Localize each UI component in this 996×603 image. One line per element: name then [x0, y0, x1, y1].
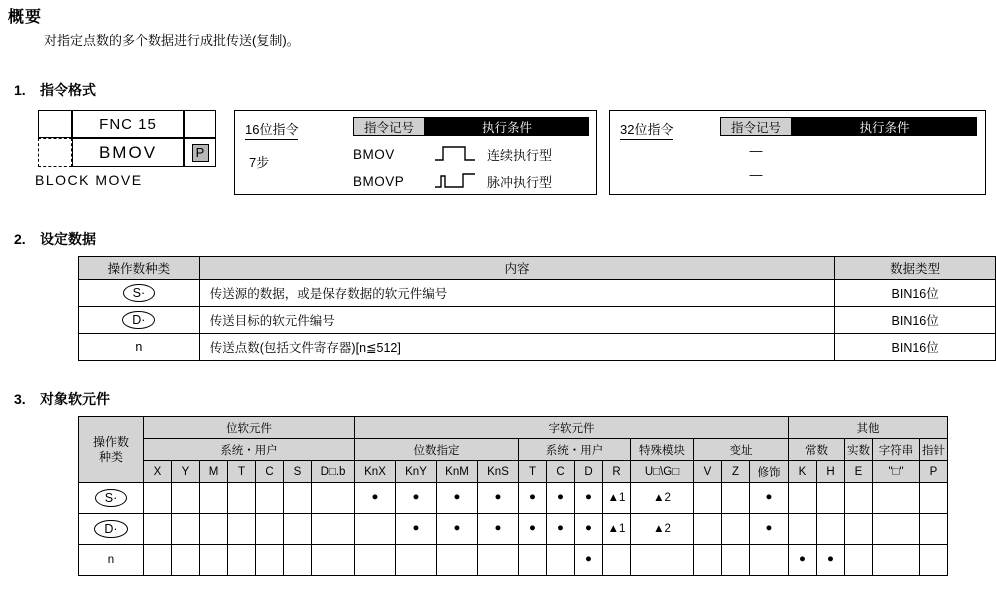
col-string: "□": [873, 461, 920, 483]
mark-n-C: [256, 545, 284, 576]
col-KnY: KnY: [396, 461, 437, 483]
mark-d-D: ●: [575, 514, 603, 545]
device-row-label-s: [79, 483, 144, 514]
device-row-label-d: [79, 514, 144, 545]
subgroup-special-module: 特殊模块: [631, 439, 694, 461]
mark-d-UG: ▲2: [631, 514, 694, 545]
mark-d-M: [200, 514, 228, 545]
header-condition-32: 执行条件: [792, 117, 977, 136]
mark-s-C: [256, 483, 284, 514]
fnc-left-bottom-cell: [38, 138, 72, 167]
col-V: V: [694, 461, 722, 483]
mark-d-Y: [172, 514, 200, 545]
col-H: H: [817, 461, 845, 483]
col-modifier: 修饰: [750, 461, 789, 483]
mark-d-KnX: [355, 514, 396, 545]
mark-n-KnM: [437, 545, 478, 576]
mark-d-T2: ●: [519, 514, 547, 545]
subgroup-system-user-bit: 系统・用户: [144, 439, 355, 461]
mark-d-modifier: ●: [750, 514, 789, 545]
device-row-label-n: n: [79, 545, 144, 576]
mark-n-Ddotb: [312, 545, 355, 576]
col-M: M: [200, 461, 228, 483]
content-cell-s: 传送源的数据，或是保存数据的软元件编号: [199, 280, 835, 307]
steps-16-label: 7步: [249, 155, 270, 170]
mark-n-M: [200, 545, 228, 576]
mark-d-H: [817, 514, 845, 545]
section-3-number: 3.: [14, 391, 26, 407]
fnc-right-top-cell: [184, 110, 216, 138]
col-KnS: KnS: [478, 461, 519, 483]
target-devices-table: [78, 416, 948, 576]
mark-n-modifier: [750, 545, 789, 576]
col-Z: Z: [722, 461, 750, 483]
table-row: [79, 280, 996, 307]
group-bit-devices: 位软元件: [144, 417, 355, 439]
mark-n-R: [603, 545, 631, 576]
mnemonic-32-row2: —: [749, 167, 763, 182]
header-sign-16: 指令记号: [353, 117, 425, 136]
mark-s-S: [284, 483, 312, 514]
section-3-title: 对象软元件: [40, 391, 110, 407]
section-1-title: 指令格式: [40, 82, 96, 98]
operand-cell-s: [79, 280, 200, 307]
instruction-32bit-box: [609, 110, 986, 195]
table-row: [79, 514, 948, 545]
instruction-symbol-box: [38, 110, 221, 168]
mark-d-E: [845, 514, 873, 545]
section-1-number: 1.: [14, 82, 26, 98]
col-E: E: [845, 461, 873, 483]
content-cell-n: 传送点数(包括文件寄存器)[n≦512]: [199, 334, 835, 361]
col-C2: C: [547, 461, 575, 483]
mark-s-KnS: ●: [478, 483, 519, 514]
instruction-16bit-box: [234, 110, 597, 195]
mark-d-Ddotb: [312, 514, 355, 545]
mark-d-T: [228, 514, 256, 545]
mark-n-Z: [722, 545, 750, 576]
mark-n-C2: [547, 545, 575, 576]
datatype-cell-n: BIN16位: [835, 334, 996, 361]
exec-type-bmovp: 脉冲执行型: [487, 174, 553, 190]
header-operand: 操作数种类: [79, 257, 200, 280]
mark-d-string: [873, 514, 920, 545]
mark-d-S: [284, 514, 312, 545]
group-word-devices: 字软元件: [355, 417, 789, 439]
mark-s-X: [144, 483, 172, 514]
col-T: T: [228, 461, 256, 483]
instruction-full-name: BLOCK MOVE: [35, 172, 143, 188]
instruction-row-bmov: [353, 143, 552, 165]
mark-d-R: ▲1: [603, 514, 631, 545]
mark-n-T: [228, 545, 256, 576]
col-R: R: [603, 461, 631, 483]
subgroup-system-user-word: 系统・用户: [519, 439, 631, 461]
setting-data-table: [78, 256, 996, 361]
mark-d-C: [256, 514, 284, 545]
mark-s-H: [817, 483, 845, 514]
mark-n-string: [873, 545, 920, 576]
content-cell-d: 传送目标的软元件编号: [199, 307, 835, 334]
instruction-row-bmovp: [353, 170, 552, 192]
subgroup-digit-designation: 位数指定: [355, 439, 519, 461]
table-header-row: [79, 257, 996, 280]
mark-n-KnS: [478, 545, 519, 576]
mark-s-T: [228, 483, 256, 514]
header-sign-32: 指令记号: [720, 117, 792, 136]
col-KnX: KnX: [355, 461, 396, 483]
mark-d-KnS: ●: [478, 514, 519, 545]
waveform-pulse-icon: [431, 171, 487, 192]
waveform-continuous-icon: [431, 144, 487, 165]
table-row: [79, 307, 996, 334]
subgroup-index: 变址: [694, 439, 789, 461]
operand-kind-header: [79, 417, 144, 483]
mark-s-KnY: ●: [396, 483, 437, 514]
mark-n-S: [284, 545, 312, 576]
fnc-p-flag-cell: [184, 138, 216, 167]
mark-s-Y: [172, 483, 200, 514]
col-UG: U□\G□: [631, 461, 694, 483]
mark-d-KnY: ●: [396, 514, 437, 545]
mark-s-Ddotb: [312, 483, 355, 514]
operand-cell-d: [79, 307, 200, 334]
mark-s-Z: [722, 483, 750, 514]
device-column-row: [79, 461, 948, 483]
section-3-heading: [14, 389, 110, 409]
mark-s-string: [873, 483, 920, 514]
bits-32-label: 32位指令: [620, 119, 673, 140]
col-D: D: [575, 461, 603, 483]
operand-kind-header-line1: 操作数: [92, 434, 129, 449]
mark-s-T2: ●: [519, 483, 547, 514]
operand-label-d: D·: [122, 311, 155, 329]
mark-d-K: [789, 514, 817, 545]
mark-s-KnX: ●: [355, 483, 396, 514]
subgroup-constant: 常数: [789, 439, 845, 461]
col-Y: Y: [172, 461, 200, 483]
page-title: 概要: [8, 9, 43, 26]
group-others: 其他: [789, 417, 948, 439]
datatype-cell-d: BIN16位: [835, 307, 996, 334]
mark-d-C2: ●: [547, 514, 575, 545]
subgroup-real: 实数: [845, 439, 873, 461]
mark-s-C2: ●: [547, 483, 575, 514]
operand-label-s: S·: [123, 284, 156, 302]
mark-s-UG: ▲2: [631, 483, 694, 514]
header-condition-16: 执行条件: [425, 117, 589, 136]
table-row: [79, 334, 996, 361]
mark-s-modifier: ●: [750, 483, 789, 514]
table-row: [79, 483, 948, 514]
fnc-mnemonic-label: BMOV: [72, 138, 184, 167]
mark-n-D: ●: [575, 545, 603, 576]
section-2-title: 设定数据: [40, 231, 96, 247]
mnemonic-bmov: BMOV: [353, 146, 395, 162]
mark-d-X: [144, 514, 172, 545]
mnemonic-bmovp: BMOVP: [353, 173, 405, 189]
mark-s-V: [694, 483, 722, 514]
mark-n-X: [144, 545, 172, 576]
subgroup-string: 字符串: [873, 439, 920, 461]
header-bar-32: [720, 117, 977, 136]
mark-n-UG: [631, 545, 694, 576]
mark-s-E: [845, 483, 873, 514]
section-2-heading: [14, 229, 96, 249]
mark-s-D: ●: [575, 483, 603, 514]
col-T2: T: [519, 461, 547, 483]
device-label-s: S·: [95, 489, 128, 507]
operand-cell-n: n: [79, 334, 200, 361]
mark-s-KnM: ●: [437, 483, 478, 514]
p-flag-badge: P: [192, 144, 209, 162]
mark-n-P: [920, 545, 948, 576]
mark-n-V: [694, 545, 722, 576]
section-1-heading: [14, 80, 96, 100]
mark-n-H: ●: [817, 545, 845, 576]
section-2-number: 2.: [14, 231, 26, 247]
col-K: K: [789, 461, 817, 483]
fnc-left-top-cell: [38, 110, 72, 138]
header-bar-16: [353, 117, 589, 136]
col-C: C: [256, 461, 284, 483]
mark-n-KnX: [355, 545, 396, 576]
device-group-row-1: [79, 417, 948, 439]
col-X: X: [144, 461, 172, 483]
mark-d-KnM: ●: [437, 514, 478, 545]
col-S: S: [284, 461, 312, 483]
exec-type-bmov: 连续执行型: [487, 147, 553, 163]
col-Ddotb: D□.b: [312, 461, 355, 483]
table-row: [79, 545, 948, 576]
subgroup-pointer: 指针: [920, 439, 948, 461]
mark-n-K: ●: [789, 545, 817, 576]
mnemonic-32-row1: —: [749, 143, 763, 158]
mark-n-KnY: [396, 545, 437, 576]
mark-s-P: [920, 483, 948, 514]
operand-kind-header-line2: 种类: [98, 449, 123, 464]
mark-d-V: [694, 514, 722, 545]
datatype-cell-s: BIN16位: [835, 280, 996, 307]
mark-s-M: [200, 483, 228, 514]
mark-s-K: [789, 483, 817, 514]
mark-d-Z: [722, 514, 750, 545]
header-datatype: 数据类型: [835, 257, 996, 280]
col-P: P: [920, 461, 948, 483]
mark-n-Y: [172, 545, 200, 576]
header-content: 内容: [199, 257, 835, 280]
summary-text: 对指定点数的多个数据进行成批传送(复制)。: [44, 33, 300, 48]
device-group-row-2: [79, 439, 948, 461]
col-KnM: KnM: [437, 461, 478, 483]
mark-s-R: ▲1: [603, 483, 631, 514]
mark-d-P: [920, 514, 948, 545]
bits-16-label: 16位指令: [245, 119, 298, 140]
device-label-d: D·: [94, 520, 127, 538]
mark-n-T2: [519, 545, 547, 576]
mark-n-E: [845, 545, 873, 576]
fnc-number-label: FNC 15: [72, 110, 184, 138]
